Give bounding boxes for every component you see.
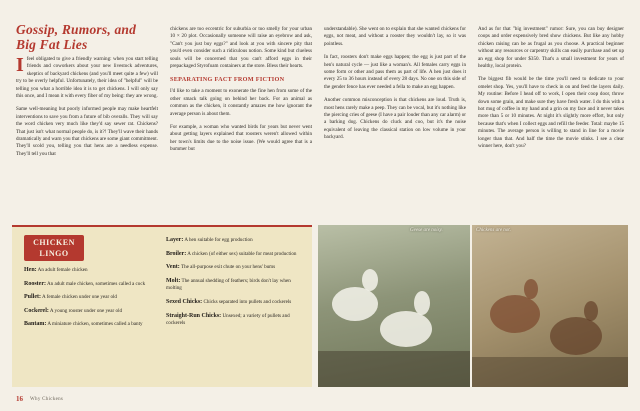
goose-neck-shape (414, 291, 430, 315)
paragraph: Same well-meaning but poorly informed people may make heartfelt interventions to save you from a future of bib overalls. They will say the word chicken very much like they'd say sewer rat. Chickens? That just isn't what normal people do, is it?! They'll wave their hands dramatically and warn you that chickens are some giant commitment. They'll scold you, telling you that hens are a needless expense. They'll tell you that (16, 106, 158, 157)
lingo-term: Bantam: (24, 321, 47, 328)
geese-photo-caption: Geese are noisy. (410, 228, 443, 233)
drop-cap: I (16, 54, 24, 76)
chicken-head-shape (584, 301, 598, 321)
chickens-photo (472, 225, 628, 387)
lingo-term-entry (166, 299, 306, 307)
page-number: 16 (16, 395, 23, 403)
paragraph: Another common misconception is that chickens are loud. Truth is, most hens rarely make a peep. They can be vocal, but it's nothing like the piercing cries of geese (I have a pair louder than any car alarm) or a barking dog. Chickens do cluck and coo, but it's the noise equivalent of leaving the classical station on low volume in your backyard. (324, 97, 466, 141)
lingo-definition: A hen suitable for egg production (184, 237, 253, 243)
lingo-definition: A miniature chicken, sometimes called a banty (47, 321, 143, 328)
paragraph: chickens are too eccentric for suburbia or too smelly for your urban 10 × 20 plot. Occasionally someone will raise an eyebrow and ask, "Can't you just buy eggs?" and look at you with sincere pity that you'd even consider such a ridiculous notion. Some kind but clueless souls will be concerned that you can't afford eggs in their prepackaged Styrofoam containers at the store. Bless their hearts. (170, 26, 312, 70)
lingo-term: Rooster: (24, 280, 46, 287)
chicken-body-shape (490, 295, 540, 333)
text-column-4 (478, 26, 624, 157)
running-head: Why Chickens (30, 397, 64, 402)
lingo-term: Cockerel: (24, 307, 49, 314)
lingo-term-entry (24, 281, 154, 289)
lingo-definition: The all-purpose exit chute on your hens' bums (180, 264, 276, 271)
chicken-body-shape (550, 317, 602, 355)
lingo-term-entry (24, 321, 154, 329)
lingo-term-entry (166, 264, 306, 272)
paragraph: understandable). She went on to explain that she wanted chickens for eggs, not meat, and without a rooster they wouldn't lay, so it was pointless. (324, 26, 466, 47)
lingo-term-entry (166, 313, 306, 328)
lingo-term: Layer: (166, 237, 184, 243)
text-column-2 (170, 26, 312, 160)
lingo-badge-line2: LINGO (39, 249, 69, 258)
chicken-head-shape (524, 279, 538, 299)
lingo-badge-line1: CHICKEN (33, 238, 75, 247)
lingo-term: Sexed Chicks: (166, 298, 203, 305)
lingo-definition: Unsexed; a variety of pullets and cockerels (166, 312, 290, 327)
lingo-definition: An adult male chicken, sometimes called a cock (47, 280, 146, 287)
lingo-term-entry (166, 237, 306, 245)
lingo-badge (24, 235, 84, 261)
lingo-term-entry (24, 308, 154, 316)
grass-foreground (318, 351, 470, 387)
paragraph: The biggest fib would be the time you'll need to dedicate to your omelet shop. Yes, you'll have to check in on and feed the layers daily. My routine: Before I head off to work, I open their coop door, throw down some grain, and make sure they have fresh water. I do this with a hot mug of coffee in my hand and a grin on my face and it never takes more than 5 or 10 minutes. At night it's slightly more effort, but only because that's when I collect eggs and refill the feeder. Total: maybe 15 minutes. The average person is willing to stand in line for a movie longer than that. And half the time the movie stinks. I see a clear winner here, don't you? (478, 76, 624, 150)
text-column-3 (324, 26, 466, 148)
lingo-term: Molt: (166, 277, 181, 284)
page-title: Gossip, Rumors, and Big Fat Lies (16, 22, 137, 52)
lingo-term: Hen: (24, 267, 37, 273)
chickens-photo-caption: Chickens are not. (476, 228, 511, 233)
paragraph (16, 56, 158, 100)
lingo-term: Vent: (166, 264, 180, 271)
paragraph-text: feel obligated to give a friendly warning: when you start telling friends and coworkers about your new livestock adventures, skeptics of backyard chickens (and you'll meet quite a few) will try to be overly helpful. Unfortunately, their idea of "helpful" will be telling you what a horrible idea it is to get chickens. I will only say this once, and I mean it with every fiber of my being: they are wrong. (16, 56, 158, 100)
lingo-term: Broiler: (166, 250, 187, 257)
lingo-term-entry (166, 251, 306, 259)
lingo-terms-left (24, 267, 154, 335)
lingo-definition: An adult female chicken (37, 267, 88, 273)
lingo-term: Pullet: (24, 294, 41, 301)
paragraph: And as for that "big investment" rumor: Sure, you can buy designer coops and order expensively bred show chickens. But like any hobby chicken raising can be as frugal as you choose. A practical beginner without any resources or carpentry skills can easily purchase and set up an egg shop for under $350. That's a small investment for years of healthy, local protein. (478, 26, 624, 70)
text-column-1 (16, 56, 158, 164)
lingo-definition: The annual shedding of feathers; birds don't lay when molting (166, 277, 291, 292)
goose-body-shape (332, 287, 378, 321)
lingo-term-entry (24, 294, 154, 302)
lingo-definition: A female chicken under one year old (42, 294, 117, 301)
geese-photo (318, 225, 470, 387)
paragraph: In fact, roosters don't make eggs happen; the egg is just part of the hen's natural cycle — just like a woman's. All females carry eggs in some form or other and pass them as part of life. A hen just does it every 25 to 36 hours instead of every 28 days. No one on this side of the gender fence has ever needed a fella to make an egg happen. (324, 54, 466, 90)
section-subhead: SEPARATING FACT FROM FICTION (170, 76, 285, 84)
goose-neck-shape (362, 269, 378, 291)
lingo-term-entry (166, 278, 306, 293)
paragraph: For example, a woman who wanted birds for years but never went about getting layers explained that roosters weren't allowed within her town's limits due to the noise issue. (We would agree that is a bummer but (170, 124, 312, 153)
lingo-term: Straight-Run Chicks: (166, 312, 222, 319)
lingo-term-entry (24, 267, 154, 275)
lingo-terms-right (166, 237, 306, 334)
chicken-lingo-box (12, 225, 312, 387)
lingo-definition: Chicks separated into pullets and cockerels (203, 298, 292, 305)
ground-foreground (472, 357, 628, 387)
goose-body-shape (380, 311, 432, 347)
lingo-definition: A chicken (of either sex) suitable for meat production (187, 250, 297, 257)
lingo-definition: A young rooster under one year old (49, 307, 123, 314)
paragraph: I'd like to take a moment to exonerate the fine hen from some of the other smack talk going on behind her back. For an animal as common as the chicken, it constantly amazes me how ignorant the average person is about them. (170, 88, 312, 117)
